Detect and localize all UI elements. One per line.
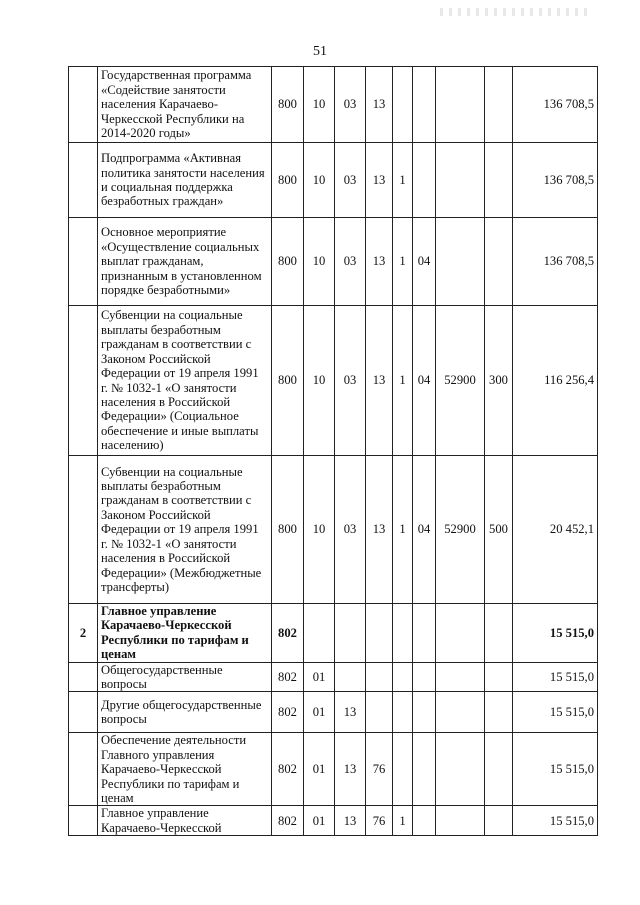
row-name: Подпрограмма «Активная политика занятости населения и социальная поддержка безработных граждан»: [98, 143, 272, 218]
code-activity: 04: [413, 218, 436, 306]
code-ved: 800: [272, 456, 304, 604]
code-program: 13: [366, 67, 393, 143]
code-direction: [436, 733, 485, 806]
code-expense-type: [485, 67, 513, 143]
code-ved: 800: [272, 143, 304, 218]
table-row: [69, 692, 598, 733]
code-direction: [436, 218, 485, 306]
code-subprogram: [393, 67, 413, 143]
table-row: [69, 604, 598, 663]
code-activity: [413, 733, 436, 806]
code-pr: 13: [335, 733, 366, 806]
code-expense-type: [485, 733, 513, 806]
code-ved: 802: [272, 733, 304, 806]
code-activity: [413, 604, 436, 663]
code-program: 76: [366, 733, 393, 806]
code-pr: 03: [335, 143, 366, 218]
code-direction: [436, 143, 485, 218]
row-amount: 15 515,0: [513, 733, 598, 806]
row-number: [69, 662, 98, 692]
code-ved: 800: [272, 218, 304, 306]
code-activity: 04: [413, 456, 436, 604]
code-rz: 01: [304, 806, 335, 836]
code-expense-type: 500: [485, 456, 513, 604]
code-program: [366, 662, 393, 692]
table-row: [69, 143, 598, 218]
code-expense-type: [485, 692, 513, 733]
code-program: 13: [366, 143, 393, 218]
code-direction: 52900: [436, 306, 485, 456]
code-program: 13: [366, 306, 393, 456]
table-row: [69, 733, 598, 806]
code-direction: [436, 662, 485, 692]
row-amount: 15 515,0: [513, 692, 598, 733]
row-number: [69, 67, 98, 143]
code-direction: [436, 67, 485, 143]
table-body: [69, 67, 598, 836]
code-activity: [413, 806, 436, 836]
row-amount: 15 515,0: [513, 604, 598, 663]
code-activity: [413, 67, 436, 143]
row-amount: 20 452,1: [513, 456, 598, 604]
code-pr: 03: [335, 306, 366, 456]
code-pr: [335, 662, 366, 692]
row-name: Обеспечение деятельности Главного управления Карачаево-Черкесской Республики по тарифам и ценам: [98, 733, 272, 806]
code-ved: 800: [272, 306, 304, 456]
code-direction: [436, 604, 485, 663]
budget-table: [68, 66, 598, 836]
code-rz: 10: [304, 67, 335, 143]
table-row: [69, 806, 598, 836]
row-name: Основное мероприятие «Осуществление социальных выплат гражданам, признанным в установленном порядке безработными»: [98, 218, 272, 306]
code-subprogram: 1: [393, 456, 413, 604]
table-row: [69, 456, 598, 604]
table-row: [69, 218, 598, 306]
code-rz: 01: [304, 692, 335, 733]
code-expense-type: 300: [485, 306, 513, 456]
code-program: [366, 692, 393, 733]
code-rz: [304, 604, 335, 663]
row-amount: 116 256,4: [513, 306, 598, 456]
row-number: 2: [69, 604, 98, 663]
row-amount: 15 515,0: [513, 662, 598, 692]
code-activity: [413, 692, 436, 733]
code-expense-type: [485, 604, 513, 663]
code-rz: 10: [304, 306, 335, 456]
row-amount: 15 515,0: [513, 806, 598, 836]
table-row: [69, 662, 598, 692]
page-number: 51: [313, 44, 327, 59]
code-pr: 13: [335, 692, 366, 733]
code-ved: 800: [272, 67, 304, 143]
row-number: [69, 692, 98, 733]
row-name: Главное управление Карачаево-Черкесской Республики по тарифам и ценам: [98, 604, 272, 663]
code-pr: 03: [335, 67, 366, 143]
code-direction: 52900: [436, 456, 485, 604]
code-pr: 13: [335, 806, 366, 836]
row-number: [69, 143, 98, 218]
code-program: [366, 604, 393, 663]
row-amount: 136 708,5: [513, 143, 598, 218]
code-rz: 10: [304, 143, 335, 218]
scan-noise: [440, 8, 590, 16]
code-ved: 802: [272, 604, 304, 663]
code-pr: 03: [335, 218, 366, 306]
row-name: Субвенции на социальные выплаты безработным гражданам в соответствии с Законом Российской Федерации от 19 апреля 1991 г. № 1032-1 «О занятости населения в Российской Федерации» (Межбюджетные трансферты): [98, 456, 272, 604]
table-row: [69, 67, 598, 143]
code-rz: 10: [304, 218, 335, 306]
code-subprogram: 1: [393, 218, 413, 306]
code-direction: [436, 806, 485, 836]
code-ved: 802: [272, 662, 304, 692]
code-pr: 03: [335, 456, 366, 604]
code-rz: 10: [304, 456, 335, 604]
code-ved: 802: [272, 692, 304, 733]
code-activity: 04: [413, 306, 436, 456]
code-direction: [436, 692, 485, 733]
code-activity: [413, 662, 436, 692]
code-subprogram: [393, 662, 413, 692]
row-name: Общегосударственные вопросы: [98, 662, 272, 692]
code-subprogram: 1: [393, 143, 413, 218]
code-expense-type: [485, 806, 513, 836]
code-expense-type: [485, 218, 513, 306]
code-ved: 802: [272, 806, 304, 836]
row-number: [69, 806, 98, 836]
row-amount: 136 708,5: [513, 218, 598, 306]
code-rz: 01: [304, 662, 335, 692]
code-pr: [335, 604, 366, 663]
row-name: Государственная программа «Содействие занятости населения Карачаево-Черкесской Республики на 2014-2020 годы»: [98, 67, 272, 143]
code-expense-type: [485, 662, 513, 692]
row-number: [69, 218, 98, 306]
row-name: Другие общегосударственные вопросы: [98, 692, 272, 733]
row-name: Главное управление Карачаево-Черкесской: [98, 806, 272, 836]
row-number: [69, 733, 98, 806]
code-subprogram: 1: [393, 806, 413, 836]
code-subprogram: [393, 692, 413, 733]
code-subprogram: 1: [393, 306, 413, 456]
row-number: [69, 456, 98, 604]
code-expense-type: [485, 143, 513, 218]
code-subprogram: [393, 733, 413, 806]
code-rz: 01: [304, 733, 335, 806]
table-row: [69, 306, 598, 456]
code-activity: [413, 143, 436, 218]
code-program: 13: [366, 218, 393, 306]
row-number: [69, 306, 98, 456]
row-amount: 136 708,5: [513, 67, 598, 143]
code-subprogram: [393, 604, 413, 663]
code-program: 13: [366, 456, 393, 604]
row-name: Субвенции на социальные выплаты безработным гражданам в соответствии с Законом Российской Федерации от 19 апреля 1991 г. № 1032-1 «О занятости населения в Российской Федерации» (Социальное обеспечение и иные выплаты населению): [98, 306, 272, 456]
code-program: 76: [366, 806, 393, 836]
